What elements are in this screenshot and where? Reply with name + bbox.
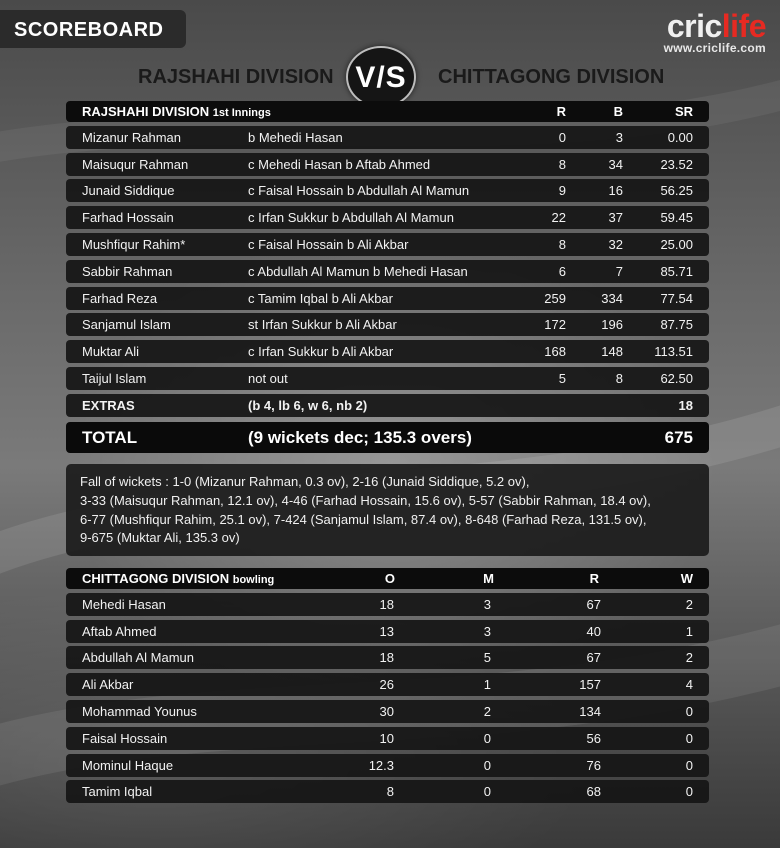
- bowler-maidens: 0: [483, 757, 491, 773]
- bowling-team-heading: [82, 571, 274, 586]
- innings-label: 1st Innings: [212, 107, 271, 119]
- batter-dismissal: c Faisal Hossain b Ali Akbar: [248, 236, 409, 252]
- bowler-row: [66, 646, 709, 669]
- bowler-wickets: 0: [685, 757, 693, 773]
- bowler-runs: 76: [586, 757, 601, 773]
- batter-name: Muktar Ali: [82, 344, 140, 360]
- fall-of-wickets-panel: [66, 464, 709, 556]
- bowler-overs: 30: [379, 703, 394, 719]
- batter-balls: 8: [615, 370, 623, 386]
- batter-strike-rate: 113.51: [654, 344, 693, 360]
- logo-url[interactable]: www.criclife.com: [663, 41, 766, 55]
- bowler-overs: 18: [379, 650, 394, 666]
- bowler-name: Ali Akbar: [82, 677, 134, 693]
- total-value: 675: [664, 427, 693, 447]
- batter-strike-rate: 59.45: [660, 210, 693, 226]
- batter-runs: 9: [558, 183, 566, 199]
- batter-dismissal: b Mehedi Hasan: [248, 129, 343, 145]
- col-runs-header: R: [556, 104, 566, 119]
- batter-strike-rate: 0.00: [667, 129, 693, 145]
- batter-runs: 8: [558, 156, 566, 172]
- bowler-maidens: 5: [483, 650, 491, 666]
- extras-label: EXTRAS: [82, 397, 135, 413]
- batter-row: [66, 287, 709, 310]
- batter-name: Sanjamul Islam: [82, 317, 171, 333]
- batter-dismissal: c Abdullah Al Mamun b Mehedi Hasan: [248, 263, 468, 279]
- batter-dismissal: c Faisal Hossain b Abdullah Al Mamun: [248, 183, 470, 199]
- batter-balls: 37: [608, 210, 623, 226]
- logo-life-text: life: [721, 8, 766, 44]
- bowler-name: Mehedi Hasan: [82, 596, 166, 612]
- criclife-logo[interactable]: [664, 8, 766, 55]
- bowler-overs: 26: [379, 677, 394, 693]
- batter-balls: 32: [608, 236, 623, 252]
- bowler-overs: 8: [386, 784, 394, 800]
- fow-line: 9-675 (Muktar Ali, 135.3 ov): [80, 530, 240, 545]
- batter-strike-rate: 85.71: [660, 263, 693, 279]
- batter-dismissal: c Irfan Sukkur b Ali Akbar: [248, 344, 394, 360]
- batter-strike-rate: 62.50: [660, 370, 693, 386]
- batter-runs: 168: [544, 344, 566, 360]
- batter-runs: 0: [558, 129, 566, 145]
- bowler-wickets: 0: [685, 730, 693, 746]
- scoreboard-badge: [0, 10, 186, 48]
- bowler-wickets: 1: [685, 623, 693, 639]
- batter-runs: 172: [544, 317, 566, 333]
- col-strike-rate-header: SR: [674, 104, 693, 119]
- versus-badge: [346, 46, 416, 108]
- home-team-name: RAJSHAHI DIVISION: [138, 66, 334, 88]
- bowler-name: Aftab Ahmed: [82, 623, 157, 639]
- batter-balls: 196: [601, 317, 623, 333]
- bowler-maidens: 1: [483, 677, 491, 693]
- batter-strike-rate: 87.75: [660, 317, 693, 333]
- batter-runs: 259: [544, 290, 566, 306]
- bowler-row: [66, 593, 709, 616]
- bowler-runs: 40: [586, 623, 601, 639]
- batter-balls: 334: [601, 290, 623, 306]
- extras-detail: (b 4, lb 6, w 6, nb 2): [248, 397, 368, 413]
- bowler-name: Faisal Hossain: [82, 730, 168, 746]
- fow-line: Fall of wickets : 1-0 (Mizanur Rahman, 0.3 ov), 2-16 (Junaid Siddique, 5.2 ov),: [80, 474, 530, 489]
- batter-row: [66, 260, 709, 283]
- batter-dismissal: not out: [248, 370, 288, 386]
- bowler-row: [66, 700, 709, 723]
- bowling-header: [66, 568, 709, 589]
- bowler-wickets: 0: [685, 784, 693, 800]
- bowler-name: Mohammad Younus: [82, 703, 197, 719]
- batter-runs: 6: [558, 263, 566, 279]
- bowler-name: Abdullah Al Mamun: [82, 650, 195, 666]
- col-runs-conceded-header: R: [589, 571, 599, 586]
- batter-runs: 8: [558, 236, 566, 252]
- fow-line: 6-77 (Mushfiqur Rahim, 25.1 ov), 7-424 (Sanjamul Islam, 87.4 ov), 8-648 (Farhad Reza, 131.5 ov),: [80, 512, 647, 527]
- extras-value: 18: [678, 397, 693, 413]
- bowler-name: Mominul Haque: [82, 757, 174, 773]
- total-label: TOTAL: [82, 427, 138, 447]
- extras-row: [66, 394, 709, 417]
- col-wickets-header: W: [680, 571, 693, 586]
- bowling-rows: [66, 593, 709, 804]
- batter-row: [66, 340, 709, 363]
- batter-balls: 16: [608, 183, 623, 199]
- bowler-overs: 12.3: [368, 757, 394, 773]
- batter-name: Junaid Siddique: [82, 183, 175, 199]
- batter-balls: 3: [615, 129, 623, 145]
- batter-name: Maisuqur Rahman: [82, 156, 189, 172]
- col-balls-header: B: [613, 104, 623, 119]
- col-overs-header: O: [384, 571, 395, 586]
- batter-row: [66, 153, 709, 176]
- bowler-row: [66, 754, 709, 777]
- batter-dismissal: c Tamim Iqbal b Ali Akbar: [248, 290, 393, 306]
- away-team-name: CHITTAGONG DIVISION: [438, 66, 665, 88]
- batter-strike-rate: 56.25: [660, 183, 693, 199]
- bowler-overs: 13: [379, 623, 394, 639]
- bowler-wickets: 2: [685, 596, 693, 612]
- batter-dismissal: c Mehedi Hasan b Aftab Ahmed: [248, 156, 431, 172]
- batting-team-heading: [82, 104, 271, 119]
- batter-balls: 7: [615, 263, 623, 279]
- bowler-row: [66, 620, 709, 643]
- batting-header: [66, 101, 709, 122]
- batter-runs: 22: [551, 210, 566, 226]
- batter-runs: 5: [558, 370, 566, 386]
- batter-dismissal: c Irfan Sukkur b Abdullah Al Mamun: [248, 210, 454, 226]
- bowling-label: bowling: [232, 574, 275, 586]
- page-title: SCOREBOARD: [14, 19, 164, 41]
- bowler-wickets: 2: [685, 650, 693, 666]
- batter-row: [66, 233, 709, 256]
- bowler-runs: 67: [586, 650, 601, 666]
- batter-name: Farhad Hossain: [82, 210, 174, 226]
- bowler-maidens: 3: [483, 596, 491, 612]
- bowler-runs: 68: [586, 784, 601, 800]
- batter-name: Mizanur Rahman: [82, 129, 181, 145]
- batter-name: Sabbir Rahman: [82, 263, 173, 279]
- batter-name: Taijul Islam: [82, 370, 147, 386]
- batting-rows: [66, 126, 709, 390]
- batter-row: [66, 179, 709, 202]
- logo-cric-text: cric: [666, 8, 722, 44]
- bowler-runs: 56: [586, 730, 601, 746]
- bowler-maidens: 3: [483, 623, 491, 639]
- bowler-maidens: 0: [483, 730, 491, 746]
- bowler-wickets: 0: [685, 703, 693, 719]
- bowler-runs: 134: [579, 703, 601, 719]
- batter-row: [66, 206, 709, 229]
- batting-table: [66, 101, 709, 453]
- batter-name: Mushfiqur Rahim*: [82, 236, 186, 252]
- total-detail: (9 wickets dec; 135.3 overs): [248, 427, 472, 447]
- batter-balls: 34: [608, 156, 623, 172]
- versus-text: V/S: [355, 61, 407, 94]
- batter-row: [66, 126, 709, 149]
- batter-strike-rate: 77.54: [660, 290, 693, 306]
- bowler-overs: 18: [379, 596, 394, 612]
- batter-balls: 148: [601, 344, 623, 360]
- bowling-table: [66, 568, 709, 803]
- batter-row: [66, 367, 709, 390]
- batting-team-name: RAJSHAHI DIVISION: [82, 104, 210, 119]
- bowler-runs: 67: [586, 596, 601, 612]
- batter-strike-rate: 25.00: [660, 236, 693, 252]
- total-row: [66, 422, 709, 453]
- batter-name: Farhad Reza: [82, 290, 158, 306]
- bowler-row: [66, 727, 709, 750]
- bowler-maidens: 0: [483, 784, 491, 800]
- bowling-team-name: CHITTAGONG DIVISION: [82, 571, 230, 586]
- bowler-row: [66, 673, 709, 696]
- bowler-runs: 157: [579, 677, 601, 693]
- batter-dismissal: st Irfan Sukkur b Ali Akbar: [248, 317, 397, 333]
- bowler-name: Tamim Iqbal: [82, 784, 153, 800]
- batter-strike-rate: 23.52: [660, 156, 693, 172]
- col-maidens-header: M: [483, 571, 494, 586]
- bowler-row: [66, 780, 709, 803]
- fow-line: 3-33 (Maisuqur Rahman, 12.1 ov), 4-46 (Farhad Hossain, 15.6 ov), 5-57 (Sabbir Rahman, 18.4 ov),: [80, 493, 651, 508]
- batter-row: [66, 313, 709, 336]
- bowler-maidens: 2: [483, 703, 491, 719]
- bowler-wickets: 4: [685, 677, 693, 693]
- bowler-overs: 10: [379, 730, 394, 746]
